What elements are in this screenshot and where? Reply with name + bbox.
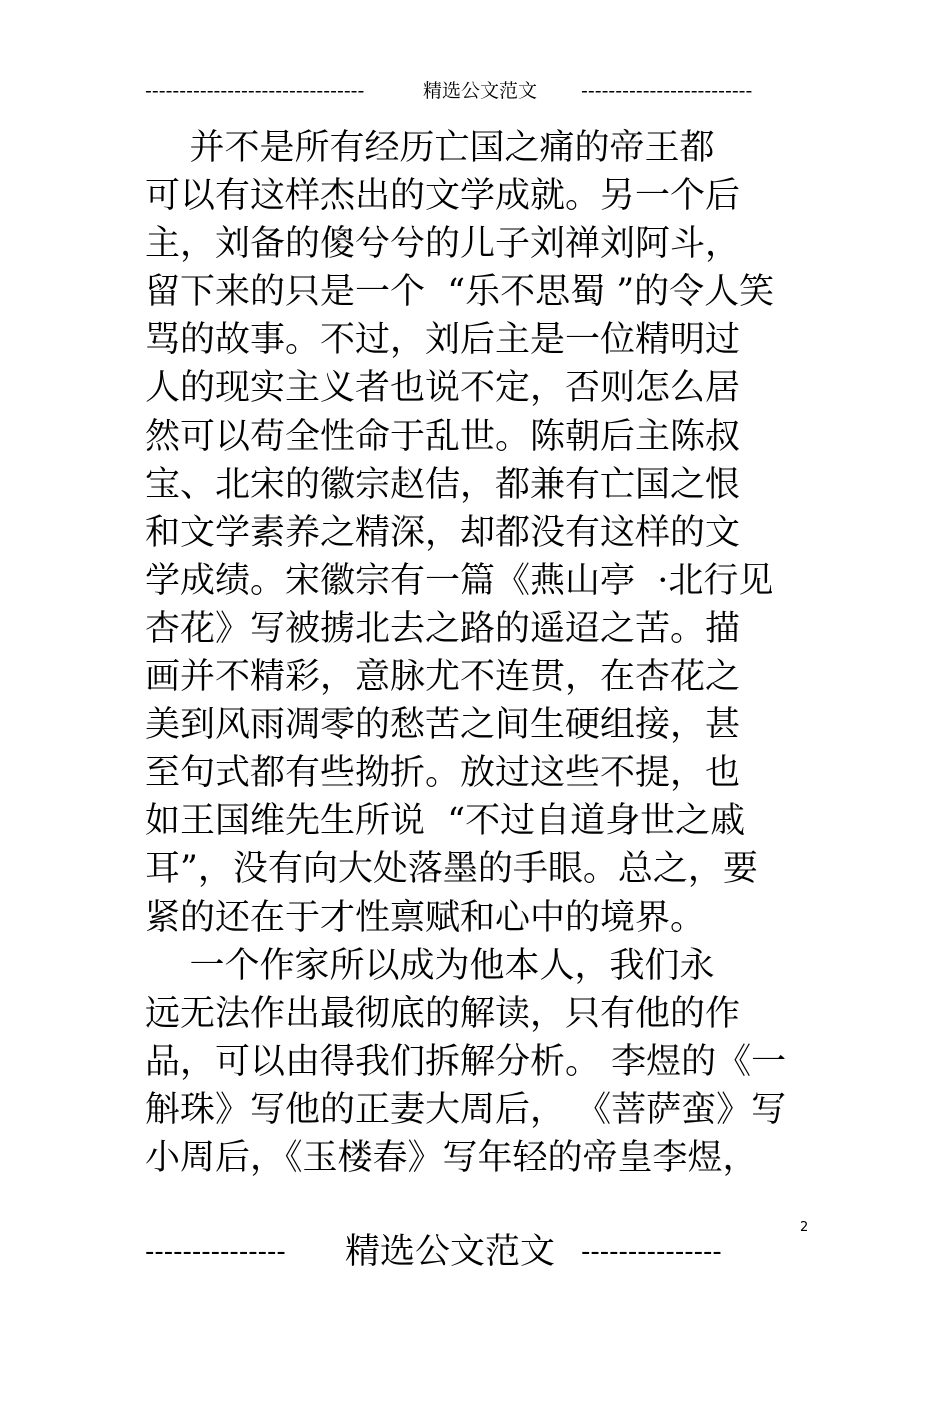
page-footer — [145, 1228, 775, 1276]
text-line: 宝、北宋的徽宗赵佶，都兼有亡国之恨 — [145, 464, 741, 505]
text-line: 耳”，没有向大处落墨的手眼。总之，要 — [145, 849, 758, 890]
text-line: 小周后，《玉楼春》写年轻的帝皇李煜， — [145, 1137, 758, 1178]
text-line: 远无法作出最彻底的解读，只有他的作 — [145, 993, 741, 1034]
header-title: 精选公文范文 — [423, 80, 538, 102]
footer-dashes-left: --------------- — [145, 1237, 286, 1267]
text-line: 品，可以由得我们拆解分析。 李煜的《一 — [145, 1041, 787, 1082]
text-line: 学成绩。宋徽宗有一篇《燕山亭 ·北行见 — [145, 560, 774, 601]
text-line: 然可以苟全性命于乱世。陈朝后主陈叔 — [145, 416, 741, 457]
text-line: 一个作家所以成为他本人，我们永 — [145, 945, 715, 986]
text-line: 留下来的只是一个 “乐不思蜀 ”的令人笑 — [145, 272, 775, 313]
text-line: 和文学素养之精深，却都没有这样的文 — [145, 512, 741, 553]
text-line: 斛珠》写他的正妻大周后， 《菩萨蛮》写 — [145, 1089, 787, 1130]
body-text — [145, 124, 805, 1182]
text-line: 如王国维先生所说 “不过自道身世之戚 — [145, 801, 746, 842]
text-line: 杏花》写被掳北去之路的遥迢之苦。描 — [145, 608, 741, 649]
text-line: 主，刘备的傻兮兮的儿子刘禅刘阿斗， — [145, 224, 741, 265]
page-number: 2 — [800, 1220, 809, 1235]
footer-title: 精选公文范文 — [345, 1232, 556, 1272]
header-dashes-right: ------------------------- — [581, 80, 753, 102]
text-line: 画并不精彩，意脉尤不连贯，在杏花之 — [145, 657, 741, 698]
footer-dashes-right: --------------- — [581, 1237, 722, 1267]
text-line: 可以有这样杰出的文学成就。另一个后 — [145, 176, 741, 217]
text-line: 至句式都有些拗折。放过这些不提，也 — [145, 753, 741, 794]
text-line: 人的现实主义者也说不定，否则怎么居 — [145, 368, 741, 409]
page-header — [145, 76, 775, 106]
text-line: 紧的还在于才性禀赋和心中的境界。 — [145, 897, 706, 938]
text-line: 并不是所有经历亡国之痛的帝王都 — [145, 128, 715, 168]
text-line: 骂的故事。不过，刘后主是一位精明过 — [145, 320, 741, 361]
header-dashes-left: -------------------------------- — [145, 80, 365, 102]
text-line: 美到风雨凋零的愁苦之间生硬组接，甚 — [145, 705, 741, 746]
